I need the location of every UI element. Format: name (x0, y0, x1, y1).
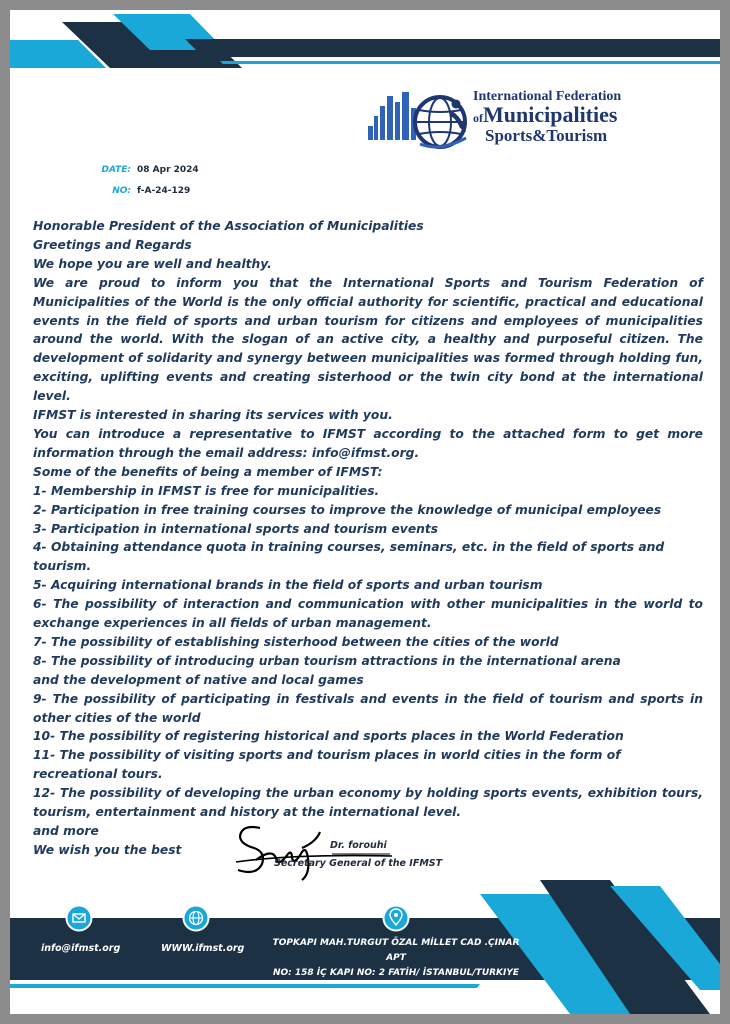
logo-line-1: International Federation (473, 89, 622, 104)
closing: We wish you the best (33, 842, 182, 857)
date-row (98, 165, 199, 175)
globe-icon (182, 904, 210, 932)
number-row (98, 186, 190, 196)
list-item: 12- The possibility of developing the urban economy by holding sports events, exhibition tours, tourism, entertainment and history at the international level. (33, 786, 703, 820)
list-item: 4- Obtaining attendance quota in training courses, seminars, etc. in the field of sports and tourism. (33, 540, 665, 574)
list-item: 11- The possibility of visiting sports and tourism places in world cities in the form of recreational tours. (33, 748, 621, 782)
list-item: 6- The possibility of interaction and communication with other municipalities in the world to exchange experiences in all fields of urban management. (33, 597, 703, 631)
logo-line-3: Sports&Tourism (485, 126, 608, 145)
signatory-name: Dr. forouhi (330, 840, 387, 851)
list-item: 5- Acquiring international brands in the field of sports and urban tourism (33, 578, 543, 593)
paragraph: We hope you are well and healthy. (33, 256, 272, 271)
letter-body (33, 217, 703, 860)
footer-address (266, 936, 526, 981)
footer-email[interactable]: info@ifmst.org (41, 943, 121, 954)
paragraph: and more (33, 824, 99, 838)
list-item: 7- The possibility of establishing sisterhood between the cities of the world (33, 634, 559, 649)
envelope-icon (65, 904, 93, 932)
list-item: 3- Participation in international sports and tourism events (33, 521, 439, 536)
paragraph: Honorable President of the Association of Municipalities (33, 219, 424, 233)
logo-wordmark (473, 90, 621, 144)
paragraph: Some of the benefits of being a member of IFMST: (33, 464, 383, 479)
header-stripes (10, 10, 720, 80)
logo-of: of (473, 111, 483, 125)
list-item: and the development of native and local games (33, 672, 364, 687)
logo-line-2: Municipalities (483, 102, 618, 127)
number-label: NO: (112, 186, 131, 196)
list-item: 2- Participation in free training courses to improve the knowledge of municipal employees (33, 502, 662, 517)
date-value: 08 Apr 2024 (137, 165, 199, 175)
paragraph: Greetings and Regards (33, 237, 192, 252)
date-label: DATE: (101, 165, 131, 175)
paragraph: You can introduce a representative to IFMST according to the attached form to get more information through the email address: info@ifmst.org. (33, 426, 703, 460)
list-item: 9- The possibility of participating in festivals and events in the field of tourism and sports in other cities of the world (33, 691, 703, 725)
address-line-2: NO: 158 İÇ KAPI NO: 2 FATİH/ İSTANBUL/TURKIYE (272, 968, 520, 978)
footer-website[interactable]: WWW.ifmst.org (161, 943, 245, 954)
paragraph: IFMST is interested in sharing its services with you. (33, 408, 393, 423)
list-item: 1- Membership in IFMST is free for municipalities. (33, 483, 380, 498)
ifmst-logo (368, 88, 648, 158)
location-pin-icon (382, 904, 410, 932)
number-value: f-A-24-129 (137, 186, 191, 196)
handwritten-signature (232, 818, 472, 888)
address-line-1: TOPKAPI MAH.TURGUT ÖZAL MİLLET CAD .ÇINAR APT (272, 938, 520, 963)
city-globe-logo-icon (368, 88, 478, 158)
signatory-role: Secretary General of the IFMST (274, 858, 443, 869)
letter-page (10, 10, 720, 1014)
signature-block (232, 818, 472, 888)
list-item: 10- The possibility of registering historical and sports places in the World Federation (33, 729, 624, 744)
paragraph: We are proud to inform you that the International Sports and Tourism Federation of Municipalities of the World is the only official authority for scientific, practical and educational events in the field of sports and urban tourism for citizens and employees of municipalities around the world. With the slogan of an active city, a healthy and purposeful citizen. The development of solidarity and synergy between municipalities was formed through holding fun, exciting, uplifting events and creating sisterhood or the twin city bond at the international level. (33, 275, 703, 404)
list-item: 8- The possibility of introducing urban tourism attractions in the international arena (33, 653, 621, 668)
